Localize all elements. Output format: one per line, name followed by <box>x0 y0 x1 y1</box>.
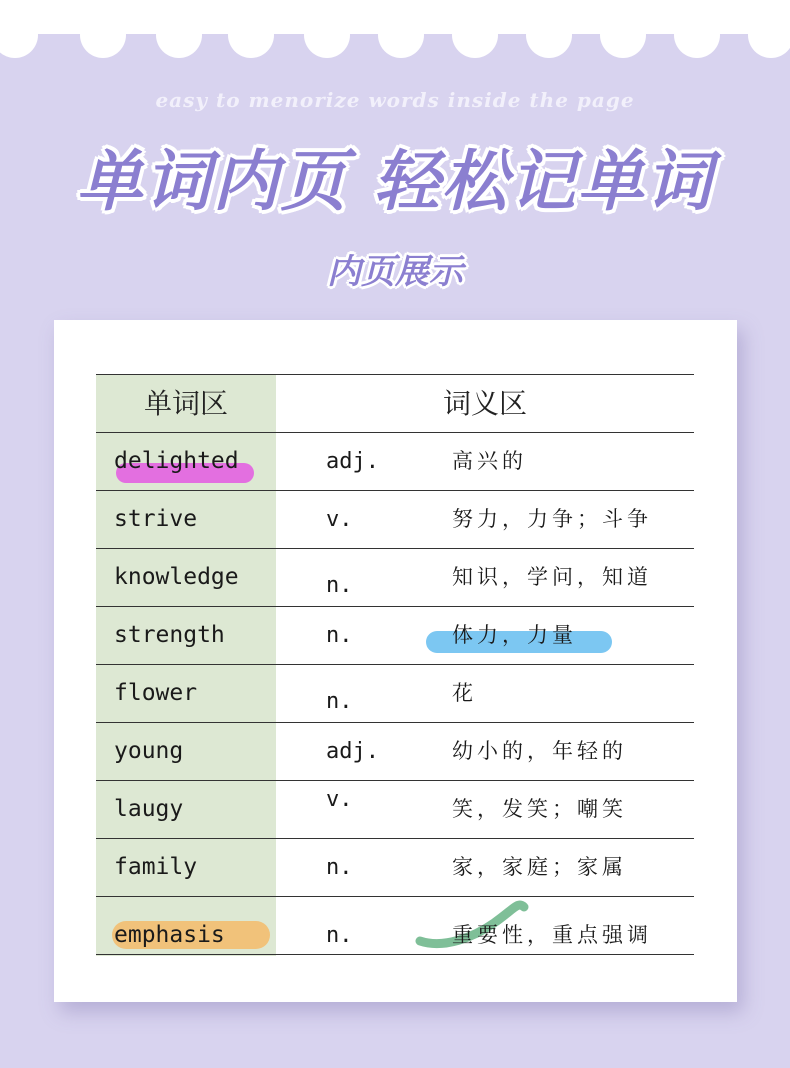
english-subtitle: easy to menorize words inside the page <box>155 88 635 112</box>
scallop-dot <box>228 12 274 58</box>
table-row <box>96 490 694 548</box>
meaning: 知识，学问，知道 <box>452 565 652 589</box>
word: family <box>114 854 198 880</box>
word: strength <box>114 622 225 648</box>
table-row <box>96 606 694 664</box>
scallop-dot <box>304 12 350 58</box>
part-of-speech: n. <box>326 689 353 714</box>
scallop-dot <box>378 12 424 58</box>
table-row <box>96 780 694 838</box>
part-of-speech: n. <box>326 855 353 880</box>
word: strive <box>114 506 198 532</box>
section-title: 内页展示 <box>327 252 463 292</box>
part-of-speech: n. <box>326 573 353 598</box>
main-title: 单词内页 轻松记单词 <box>76 143 714 220</box>
scallop-dot <box>452 12 498 58</box>
word: flower <box>114 680 198 706</box>
part-of-speech: n. <box>326 623 353 648</box>
word: knowledge <box>114 564 239 590</box>
scallop-dot <box>526 12 572 58</box>
word: emphasis <box>114 922 225 948</box>
meaning: 高兴的 <box>452 449 527 473</box>
part-of-speech: adj. <box>326 739 379 764</box>
scallop-dot <box>156 12 202 58</box>
part-of-speech: v. <box>326 787 353 812</box>
table-header-row <box>96 374 694 432</box>
scallop-dot <box>748 12 790 58</box>
table-row <box>96 722 694 780</box>
meaning: 花 <box>452 681 477 705</box>
scallop-dot <box>0 12 38 58</box>
meaning: 幼小的，年轻的 <box>452 739 627 763</box>
part-of-speech: v. <box>326 507 353 532</box>
table-row <box>96 664 694 722</box>
table-row <box>96 838 694 896</box>
table-row <box>96 896 694 955</box>
table-row <box>96 432 694 490</box>
scallop-dot <box>80 12 126 58</box>
meaning: 体力，力量 <box>452 623 577 647</box>
part-of-speech: n. <box>326 923 353 948</box>
word: laugy <box>114 796 184 822</box>
table-row <box>96 548 694 606</box>
meaning: 家，家庭；家属 <box>452 855 627 879</box>
meaning: 笑，发笑；嘲笑 <box>452 797 627 821</box>
scallop-dot <box>600 12 646 58</box>
vocabulary-table <box>96 374 694 955</box>
scallop-dot <box>674 12 720 58</box>
meaning: 努力，力争；斗争 <box>452 507 652 531</box>
meaning-column-header: 词义区 <box>442 387 527 420</box>
vocabulary-card <box>54 320 737 1002</box>
part-of-speech: adj. <box>326 449 379 474</box>
word: delighted <box>114 448 239 474</box>
meaning: 重要性，重点强调 <box>452 923 652 947</box>
word: young <box>114 738 184 764</box>
word-column-header: 单词区 <box>143 387 228 420</box>
